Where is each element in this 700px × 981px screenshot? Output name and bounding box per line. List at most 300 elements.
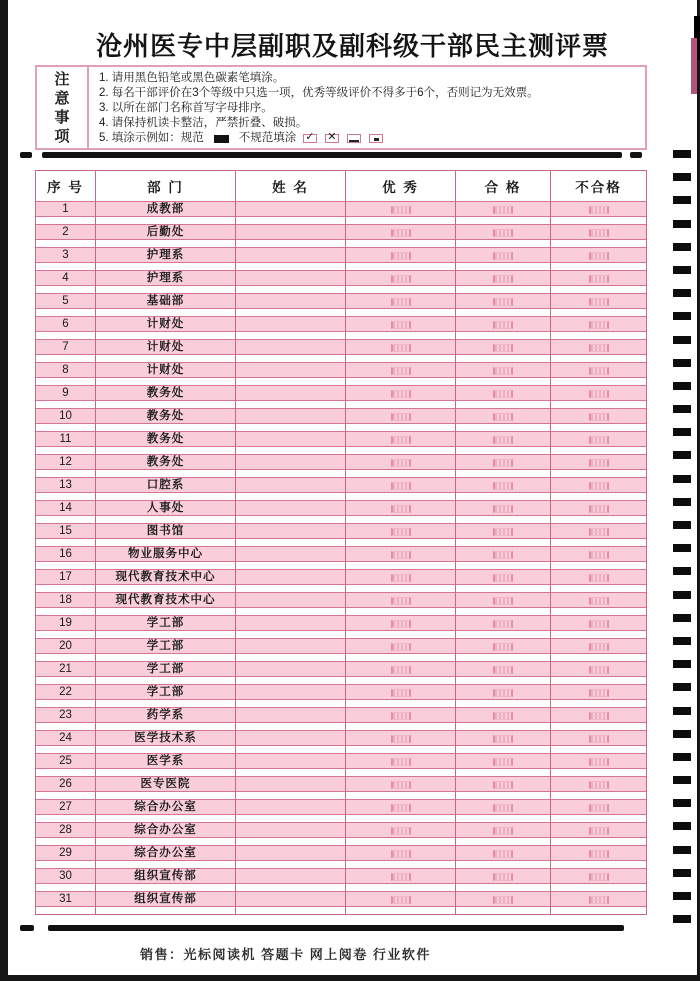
row-number: 18: [36, 592, 96, 615]
name-cell[interactable]: [236, 270, 346, 293]
rating-cell-qualified: [456, 753, 551, 776]
row-number: 12: [36, 454, 96, 477]
bubble-unqualified[interactable]: [589, 482, 609, 490]
bubble-qualified[interactable]: [493, 735, 513, 743]
bubble-qualified[interactable]: [493, 459, 513, 467]
bubble-unqualified[interactable]: [589, 712, 609, 720]
rating-cell-unqualified: [551, 339, 646, 362]
timing-mark: [673, 498, 691, 506]
rating-cell-unqualified: [551, 753, 646, 776]
timing-mark: [673, 591, 691, 599]
evaluation-table: [35, 170, 647, 915]
timing-mark: [673, 289, 691, 297]
timing-mark: [673, 637, 691, 645]
rating-cell-qualified: [456, 546, 551, 569]
row-department: 护理系: [96, 247, 236, 270]
rating-cell-unqualified: [551, 500, 646, 523]
bubble-excellent[interactable]: [391, 321, 411, 329]
table-row: [36, 569, 646, 592]
rating-cell-excellent: [346, 500, 456, 523]
row-number: 10: [36, 408, 96, 431]
rating-cell-excellent: [346, 408, 456, 431]
bubble-unqualified[interactable]: [589, 275, 609, 283]
rating-cell-qualified: [456, 500, 551, 523]
table-row: [36, 661, 646, 684]
bubble-unqualified[interactable]: [589, 413, 609, 421]
row-department: 教务处: [96, 454, 236, 477]
bubble-unqualified[interactable]: [589, 804, 609, 812]
bubble-excellent[interactable]: [391, 666, 411, 674]
bubble-excellent[interactable]: [391, 850, 411, 858]
bubble-qualified[interactable]: [493, 873, 513, 881]
bubble-excellent[interactable]: [391, 597, 411, 605]
header-number: 序 号: [36, 171, 96, 201]
table-row: [36, 546, 646, 569]
timing-mark: [673, 220, 691, 228]
name-cell[interactable]: [236, 615, 346, 638]
bubble-qualified[interactable]: [493, 620, 513, 628]
row-department: 人事处: [96, 500, 236, 523]
name-cell[interactable]: [236, 546, 346, 569]
name-cell[interactable]: [236, 201, 346, 224]
name-cell[interactable]: [236, 707, 346, 730]
row-department: 护理系: [96, 270, 236, 293]
bubble-qualified[interactable]: [493, 712, 513, 720]
timing-mark: [673, 359, 691, 367]
row-department: 口腔系: [96, 477, 236, 500]
table-row: [36, 592, 646, 615]
name-cell[interactable]: [236, 454, 346, 477]
name-cell[interactable]: [236, 753, 346, 776]
name-cell[interactable]: [236, 592, 346, 615]
bubble-unqualified[interactable]: [589, 367, 609, 375]
bubble-qualified[interactable]: [493, 229, 513, 237]
timing-mark: [673, 776, 691, 784]
rating-cell-unqualified: [551, 845, 646, 868]
name-cell[interactable]: [236, 224, 346, 247]
name-cell[interactable]: [236, 362, 346, 385]
bubble-excellent[interactable]: [391, 827, 411, 835]
rating-cell-qualified: [456, 408, 551, 431]
timing-mark: [673, 451, 691, 459]
row-number: 31: [36, 891, 96, 914]
row-number: 23: [36, 707, 96, 730]
table-row: [36, 362, 646, 385]
row-department: 组织宣传部: [96, 868, 236, 891]
name-cell[interactable]: [236, 247, 346, 270]
bubble-qualified[interactable]: [493, 666, 513, 674]
row-number: 15: [36, 523, 96, 546]
bubble-excellent[interactable]: [391, 781, 411, 789]
bubble-qualified[interactable]: [493, 574, 513, 582]
row-number: 14: [36, 500, 96, 523]
table-row: [36, 684, 646, 707]
row-department: 学工部: [96, 661, 236, 684]
name-cell[interactable]: [236, 316, 346, 339]
notice-line-5-mid: 不规范填涂: [238, 132, 297, 144]
bubble-qualified[interactable]: [493, 505, 513, 513]
row-department: 医学技术系: [96, 730, 236, 753]
bubble-excellent[interactable]: [391, 804, 411, 812]
row-department: 现代教育技术中心: [96, 592, 236, 615]
rating-cell-excellent: [346, 339, 456, 362]
rating-cell-excellent: [346, 592, 456, 615]
rating-cell-unqualified: [551, 569, 646, 592]
bubble-qualified[interactable]: [493, 390, 513, 398]
rating-cell-excellent: [346, 477, 456, 500]
name-cell[interactable]: [236, 799, 346, 822]
rating-cell-unqualified: [551, 592, 646, 615]
rating-cell-unqualified: [551, 868, 646, 891]
bubble-excellent[interactable]: [391, 873, 411, 881]
bubble-excellent[interactable]: [391, 344, 411, 352]
bubble-unqualified[interactable]: [589, 735, 609, 743]
filled-mark-example-icon: [214, 135, 229, 143]
row-number: 11: [36, 431, 96, 454]
bubble-unqualified[interactable]: [589, 390, 609, 398]
table-row: [36, 270, 646, 293]
name-cell[interactable]: [236, 293, 346, 316]
rating-cell-qualified: [456, 845, 551, 868]
row-number: 30: [36, 868, 96, 891]
timing-mark: [673, 730, 691, 738]
rating-cell-excellent: [346, 385, 456, 408]
bubble-excellent[interactable]: [391, 505, 411, 513]
timing-mark: [673, 382, 691, 390]
table-row: [36, 615, 646, 638]
rating-cell-qualified: [456, 592, 551, 615]
rating-cell-qualified: [456, 776, 551, 799]
rating-cell-excellent: [346, 201, 456, 224]
rating-cell-unqualified: [551, 684, 646, 707]
sync-end-mark: [630, 152, 642, 158]
row-number: 6: [36, 316, 96, 339]
bubble-qualified[interactable]: [493, 275, 513, 283]
notice-box: [35, 65, 647, 150]
rating-cell-qualified: [456, 201, 551, 224]
timing-mark: [673, 614, 691, 622]
bubble-excellent[interactable]: [391, 643, 411, 651]
bubble-unqualified[interactable]: [589, 666, 609, 674]
rating-cell-excellent: [346, 270, 456, 293]
rating-cell-unqualified: [551, 431, 646, 454]
header-qualified: 合 格: [456, 171, 551, 201]
bubble-unqualified[interactable]: [589, 528, 609, 536]
name-cell[interactable]: [236, 569, 346, 592]
bubble-excellent[interactable]: [391, 896, 411, 904]
name-cell[interactable]: [236, 408, 346, 431]
timing-mark: [673, 196, 691, 204]
table-row: [36, 247, 646, 270]
bubble-excellent[interactable]: [391, 390, 411, 398]
bubble-excellent[interactable]: [391, 482, 411, 490]
table-row: [36, 500, 646, 523]
rating-cell-qualified: [456, 638, 551, 661]
rating-cell-qualified: [456, 891, 551, 914]
bubble-qualified[interactable]: [493, 689, 513, 697]
bubble-qualified[interactable]: [493, 436, 513, 444]
rating-cell-excellent: [346, 891, 456, 914]
timing-mark: [673, 544, 691, 552]
rating-cell-unqualified: [551, 707, 646, 730]
name-cell[interactable]: [236, 845, 346, 868]
bubble-unqualified[interactable]: [589, 827, 609, 835]
table-row: [36, 431, 646, 454]
bubble-excellent[interactable]: [391, 758, 411, 766]
bubble-qualified[interactable]: [493, 804, 513, 812]
bubble-unqualified[interactable]: [589, 896, 609, 904]
bubble-excellent[interactable]: [391, 252, 411, 260]
rating-cell-unqualified: [551, 523, 646, 546]
table-row: [36, 408, 646, 431]
bubble-excellent[interactable]: [391, 459, 411, 467]
timing-mark: [673, 521, 691, 529]
row-number: 26: [36, 776, 96, 799]
bubble-unqualified[interactable]: [589, 850, 609, 858]
timing-mark: [673, 428, 691, 436]
name-cell[interactable]: [236, 500, 346, 523]
bubble-excellent[interactable]: [391, 735, 411, 743]
timing-mark: [673, 312, 691, 320]
cross-mark-example-icon: ✕: [325, 134, 339, 143]
name-cell[interactable]: [236, 385, 346, 408]
row-number: 21: [36, 661, 96, 684]
table-row: [36, 730, 646, 753]
bubble-unqualified[interactable]: [589, 321, 609, 329]
bubble-qualified[interactable]: [493, 643, 513, 651]
notice-line-5: [99, 131, 637, 146]
bubble-excellent[interactable]: [391, 574, 411, 582]
rating-cell-qualified: [456, 730, 551, 753]
bubble-excellent[interactable]: [391, 712, 411, 720]
rating-cell-excellent: [346, 454, 456, 477]
name-cell[interactable]: [236, 339, 346, 362]
timing-mark: [673, 475, 691, 483]
row-department: 图书馆: [96, 523, 236, 546]
bubble-excellent[interactable]: [391, 689, 411, 697]
name-cell[interactable]: [236, 638, 346, 661]
rating-cell-excellent: [346, 776, 456, 799]
rating-cell-unqualified: [551, 638, 646, 661]
bubble-qualified[interactable]: [493, 321, 513, 329]
bubble-excellent[interactable]: [391, 528, 411, 536]
bubble-unqualified[interactable]: [589, 620, 609, 628]
bubble-excellent[interactable]: [391, 436, 411, 444]
bubble-qualified[interactable]: [493, 206, 513, 214]
rating-cell-qualified: [456, 707, 551, 730]
bubble-unqualified[interactable]: [589, 436, 609, 444]
rating-cell-excellent: [346, 799, 456, 822]
name-cell[interactable]: [236, 730, 346, 753]
row-department: 药学系: [96, 707, 236, 730]
rating-cell-excellent: [346, 638, 456, 661]
row-number: 20: [36, 638, 96, 661]
rating-cell-qualified: [456, 362, 551, 385]
bubble-qualified[interactable]: [493, 827, 513, 835]
table-row: [36, 224, 646, 247]
bubble-qualified[interactable]: [493, 482, 513, 490]
row-department: 后勤处: [96, 224, 236, 247]
timing-mark: [673, 405, 691, 413]
row-department: 教务处: [96, 408, 236, 431]
rating-cell-unqualified: [551, 408, 646, 431]
answer-card: [8, 0, 697, 975]
name-cell[interactable]: [236, 477, 346, 500]
notice-label: 注意事项: [54, 70, 70, 145]
rating-cell-excellent: [346, 661, 456, 684]
row-department: 教务处: [96, 385, 236, 408]
bubble-qualified[interactable]: [493, 413, 513, 421]
scan-edge-pink-artifact: [691, 38, 697, 94]
name-cell[interactable]: [236, 523, 346, 546]
header-excellent: 优 秀: [346, 171, 456, 201]
row-number: 4: [36, 270, 96, 293]
rating-cell-qualified: [456, 868, 551, 891]
bubble-unqualified[interactable]: [589, 597, 609, 605]
rating-cell-excellent: [346, 845, 456, 868]
row-number: 24: [36, 730, 96, 753]
rating-cell-excellent: [346, 730, 456, 753]
bubble-qualified[interactable]: [493, 344, 513, 352]
bubble-qualified[interactable]: [493, 850, 513, 858]
row-department: 成教部: [96, 201, 236, 224]
row-department: 现代教育技术中心: [96, 569, 236, 592]
bubble-excellent[interactable]: [391, 413, 411, 421]
bubble-excellent[interactable]: [391, 206, 411, 214]
rating-cell-unqualified: [551, 270, 646, 293]
bubble-excellent[interactable]: [391, 229, 411, 237]
table-row: [36, 339, 646, 362]
bubble-unqualified[interactable]: [589, 574, 609, 582]
table-row: [36, 753, 646, 776]
bubble-unqualified[interactable]: [589, 689, 609, 697]
timing-mark: [673, 869, 691, 877]
table-row: [36, 776, 646, 799]
bubble-qualified[interactable]: [493, 597, 513, 605]
bubble-unqualified[interactable]: [589, 505, 609, 513]
bubble-excellent[interactable]: [391, 551, 411, 559]
row-number: 9: [36, 385, 96, 408]
rating-cell-qualified: [456, 385, 551, 408]
check-mark-example-icon: ✓: [303, 134, 317, 143]
table-row: [36, 201, 646, 224]
row-department: 医学系: [96, 753, 236, 776]
vendor-footer-text: 销售：光标阅读机 答题卡 网上阅卷 行业软件: [140, 947, 431, 962]
bubble-qualified[interactable]: [493, 758, 513, 766]
name-cell[interactable]: [236, 431, 346, 454]
row-department: 学工部: [96, 615, 236, 638]
bubble-qualified[interactable]: [493, 298, 513, 306]
bubble-unqualified[interactable]: [589, 252, 609, 260]
name-cell[interactable]: [236, 684, 346, 707]
name-cell[interactable]: [236, 661, 346, 684]
rating-cell-excellent: [346, 546, 456, 569]
table-row: [36, 523, 646, 546]
table-body: [36, 201, 646, 914]
bubble-unqualified[interactable]: [589, 551, 609, 559]
sync-start-mark: [20, 152, 32, 158]
bubble-unqualified[interactable]: [589, 758, 609, 766]
table-row: [36, 385, 646, 408]
bubble-unqualified[interactable]: [589, 459, 609, 467]
row-department: 计财处: [96, 362, 236, 385]
bubble-excellent[interactable]: [391, 298, 411, 306]
table-row: [36, 316, 646, 339]
name-cell[interactable]: [236, 822, 346, 845]
timing-mark: [673, 799, 691, 807]
top-sync-bar: [42, 152, 622, 158]
row-number: 25: [36, 753, 96, 776]
bubble-unqualified[interactable]: [589, 229, 609, 237]
rating-cell-excellent: [346, 224, 456, 247]
bubble-unqualified[interactable]: [589, 344, 609, 352]
row-number: 19: [36, 615, 96, 638]
notice-line-3: 3. 以所在部门名称首写字母排序。: [99, 102, 273, 114]
timing-mark: [673, 846, 691, 854]
table-row: [36, 868, 646, 891]
bubble-qualified[interactable]: [493, 528, 513, 536]
rating-cell-excellent: [346, 569, 456, 592]
row-department: 物业服务中心: [96, 546, 236, 569]
bubble-qualified[interactable]: [493, 252, 513, 260]
row-number: 2: [36, 224, 96, 247]
notice-line-4: 4. 请保持机读卡整洁，严禁折叠、破损。: [99, 117, 308, 129]
bubble-unqualified[interactable]: [589, 781, 609, 789]
bubble-excellent[interactable]: [391, 275, 411, 283]
rating-cell-qualified: [456, 569, 551, 592]
rating-cell-unqualified: [551, 316, 646, 339]
rating-cell-excellent: [346, 707, 456, 730]
rating-cell-qualified: [456, 684, 551, 707]
bubble-unqualified[interactable]: [589, 298, 609, 306]
rating-cell-unqualified: [551, 615, 646, 638]
bubble-excellent[interactable]: [391, 620, 411, 628]
name-cell[interactable]: [236, 776, 346, 799]
bubble-unqualified[interactable]: [589, 206, 609, 214]
rating-cell-excellent: [346, 362, 456, 385]
bubble-qualified[interactable]: [493, 781, 513, 789]
row-number: 1: [36, 201, 96, 224]
timing-mark: [673, 707, 691, 715]
rating-cell-unqualified: [551, 546, 646, 569]
row-number: 7: [36, 339, 96, 362]
bubble-qualified[interactable]: [493, 367, 513, 375]
notice-line-1: 1. 请用黑色铅笔或黑色碳素笔填涂。: [99, 72, 285, 84]
bubble-unqualified[interactable]: [589, 873, 609, 881]
rating-cell-excellent: [346, 523, 456, 546]
rating-cell-qualified: [456, 454, 551, 477]
rating-cell-unqualified: [551, 822, 646, 845]
table-row: [36, 845, 646, 868]
bubble-excellent[interactable]: [391, 367, 411, 375]
table-header-row: [36, 171, 646, 201]
rating-cell-excellent: [346, 615, 456, 638]
timing-mark: [673, 753, 691, 761]
rating-cell-unqualified: [551, 454, 646, 477]
name-cell[interactable]: [236, 868, 346, 891]
rating-cell-qualified: [456, 224, 551, 247]
rating-cell-excellent: [346, 684, 456, 707]
name-cell[interactable]: [236, 891, 346, 914]
notice-label-cell: [37, 67, 89, 148]
notice-line-2: 2. 每名干部评价在3个等级中只选一项，优秀等级评价不得多于6个，否则记为无效票。: [99, 87, 539, 99]
bubble-qualified[interactable]: [493, 551, 513, 559]
row-number: 13: [36, 477, 96, 500]
bubble-unqualified[interactable]: [589, 643, 609, 651]
bubble-qualified[interactable]: [493, 896, 513, 904]
row-department: 综合办公室: [96, 845, 236, 868]
rating-cell-unqualified: [551, 362, 646, 385]
